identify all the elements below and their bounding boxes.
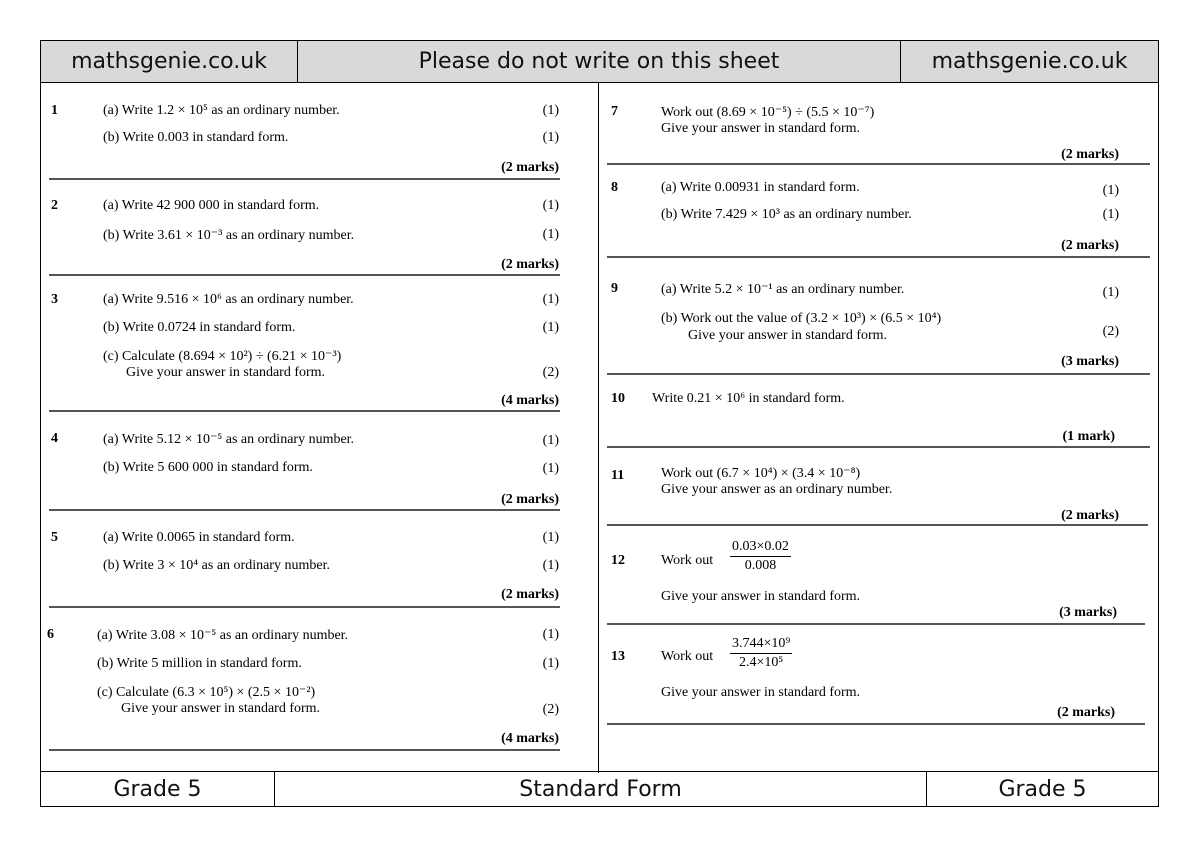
footer-bar: [41, 771, 1158, 806]
q6-part-c: (c) Calculate (6.3 × 10⁵) × (2.5 × 10⁻²): [97, 685, 316, 700]
q4-part-a-marks: (1): [542, 433, 559, 448]
q12-rule: [607, 623, 1145, 625]
q1-rule: [49, 178, 560, 180]
q11-number: 11: [611, 468, 625, 483]
q5-part-b-marks: (1): [542, 558, 559, 573]
q13-rule: [607, 723, 1145, 725]
q3-rule: [49, 410, 560, 412]
q6-part-b-marks: (1): [542, 656, 559, 671]
footer-center: Standard Form: [275, 772, 927, 806]
q8-part-b: (b) Write 7.429 × 10³ as an ordinary number.: [661, 207, 912, 222]
q9-part-a: (a) Write 5.2 × 10⁻¹ as an ordinary number.: [661, 282, 905, 297]
q8-rule: [607, 256, 1150, 258]
q13-line2: Give your answer in standard form.: [661, 685, 861, 700]
q7-line2: Give your answer in standard form.: [661, 121, 861, 136]
q5-part-b: (b) Write 3 × 10⁴ as an ordinary number.: [103, 558, 330, 573]
q10-rule: [607, 446, 1150, 448]
q1-part-b-marks: (1): [542, 130, 559, 145]
header-bar: [41, 41, 1158, 83]
q4-rule: [49, 509, 560, 511]
q2-part-b-marks: (1): [542, 227, 559, 242]
footer-left: Grade 5: [41, 772, 275, 806]
header-left: mathsgenie.co.uk: [41, 41, 298, 82]
q6-part-a: (a) Write 3.08 × 10⁻⁵ as an ordinary number.: [97, 628, 349, 643]
q9-part-b: (b) Work out the value of (3.2 × 10³) × (6.5 × 10⁴): [661, 311, 942, 326]
q9-part-a-marks: (1): [1102, 285, 1119, 300]
q8-part-b-marks: (1): [1102, 207, 1119, 222]
q9-rule: [607, 373, 1150, 375]
q6-part-c-line2: Give your answer in standard form.: [121, 701, 321, 716]
q4-part-b: (b) Write 5 600 000 in standard form.: [103, 460, 313, 475]
q5-part-a-marks: (1): [542, 530, 559, 545]
q10-total: (1 mark): [1062, 429, 1115, 444]
q3-part-c-marks: (2): [542, 365, 559, 380]
q8-number: 8: [611, 180, 618, 195]
q9-number: 9: [611, 281, 618, 296]
q5-rule: [49, 606, 560, 608]
q2-part-a: (a) Write 42 900 000 in standard form.: [103, 198, 320, 213]
q12-number: 12: [611, 553, 625, 568]
q3-part-c-line2: Give your answer in standard form.: [126, 365, 326, 380]
q1-total: (2 marks): [501, 160, 559, 175]
q1-part-a: (a) Write 1.2 × 10⁵ as an ordinary number.: [103, 103, 340, 118]
q5-number: 5: [51, 530, 58, 545]
q3-part-b: (b) Write 0.0724 in standard form.: [103, 320, 296, 335]
q3-number: 3: [51, 292, 58, 307]
q8-part-a-marks: (1): [1102, 183, 1119, 198]
q4-part-b-marks: (1): [542, 461, 559, 476]
q13-denominator: 2.4×10⁵: [739, 655, 784, 670]
q12-denominator: 0.008: [744, 558, 777, 573]
q3-part-b-marks: (1): [542, 320, 559, 335]
q12-total: (3 marks): [1059, 605, 1117, 620]
q9-part-b-line2: Give your answer in standard form.: [688, 328, 888, 343]
q3-part-a: (a) Write 9.516 × 10⁶ as an ordinary number.: [103, 292, 354, 307]
q2-number: 2: [51, 198, 58, 213]
q2-part-b: (b) Write 3.61 × 10⁻³ as an ordinary number.: [103, 228, 355, 243]
q9-total: (3 marks): [1061, 354, 1119, 369]
q1-number: 1: [51, 103, 58, 118]
q6-part-a-marks: (1): [542, 627, 559, 642]
q8-part-a: (a) Write 0.00931 in standard form.: [661, 180, 860, 195]
q1-part-b: (b) Write 0.003 in standard form.: [103, 130, 289, 145]
q13-numerator: 3.744×10⁹: [730, 635, 792, 654]
q2-rule: [49, 274, 560, 276]
q1-part-a-marks: (1): [542, 103, 559, 118]
q11-total: (2 marks): [1061, 508, 1119, 523]
q13-fraction: [730, 635, 792, 672]
q6-number: 6: [47, 627, 54, 642]
q12-fraction: [730, 538, 791, 575]
q9-part-b-marks: (2): [1102, 324, 1119, 339]
q4-part-a: (a) Write 5.12 × 10⁻⁵ as an ordinary number.: [103, 432, 355, 447]
worksheet: [40, 40, 1159, 807]
q8-total: (2 marks): [1061, 238, 1119, 253]
q11-line2: Give your answer as an ordinary number.: [661, 482, 893, 497]
q7-number: 7: [611, 104, 618, 119]
q6-total: (4 marks): [501, 731, 559, 746]
footer-right: Grade 5: [998, 776, 1087, 802]
q11-line1: Work out (6.7 × 10⁴) × (3.4 × 10⁻⁸): [661, 466, 861, 481]
q5-part-a: (a) Write 0.0065 in standard form.: [103, 530, 295, 545]
q4-total: (2 marks): [501, 492, 559, 507]
q12-line2: Give your answer in standard form.: [661, 589, 861, 604]
q12-work-out: Work out: [661, 553, 714, 568]
q5-total: (2 marks): [501, 587, 559, 602]
column-divider: [598, 83, 599, 773]
q7-total: (2 marks): [1061, 147, 1119, 162]
q7-line1: Work out (8.69 × 10⁻⁵) ÷ (5.5 × 10⁻⁷): [661, 105, 875, 120]
q13-total: (2 marks): [1057, 705, 1115, 720]
q13-number: 13: [611, 649, 625, 664]
q2-part-a-marks: (1): [542, 198, 559, 213]
q3-part-c: (c) Calculate (8.694 × 10²) ÷ (6.21 × 10⁻³): [103, 349, 342, 364]
q6-part-b: (b) Write 5 million in standard form.: [97, 656, 302, 671]
q12-numerator: 0.03×0.02: [730, 538, 791, 557]
q10-line1: Write 0.21 × 10⁶ in standard form.: [652, 391, 845, 406]
header-right: mathsgenie.co.uk: [931, 49, 1128, 74]
q7-rule: [607, 163, 1150, 165]
q4-number: 4: [51, 431, 58, 446]
header-center: Please do not write on this sheet: [298, 41, 901, 82]
q10-number: 10: [611, 391, 625, 406]
q3-part-a-marks: (1): [542, 292, 559, 307]
q3-total: (4 marks): [501, 393, 559, 408]
q11-rule: [607, 524, 1148, 526]
q6-part-c-marks: (2): [542, 702, 559, 717]
q13-work-out: Work out: [661, 649, 714, 664]
q6-rule: [49, 749, 560, 751]
q2-total: (2 marks): [501, 257, 559, 272]
